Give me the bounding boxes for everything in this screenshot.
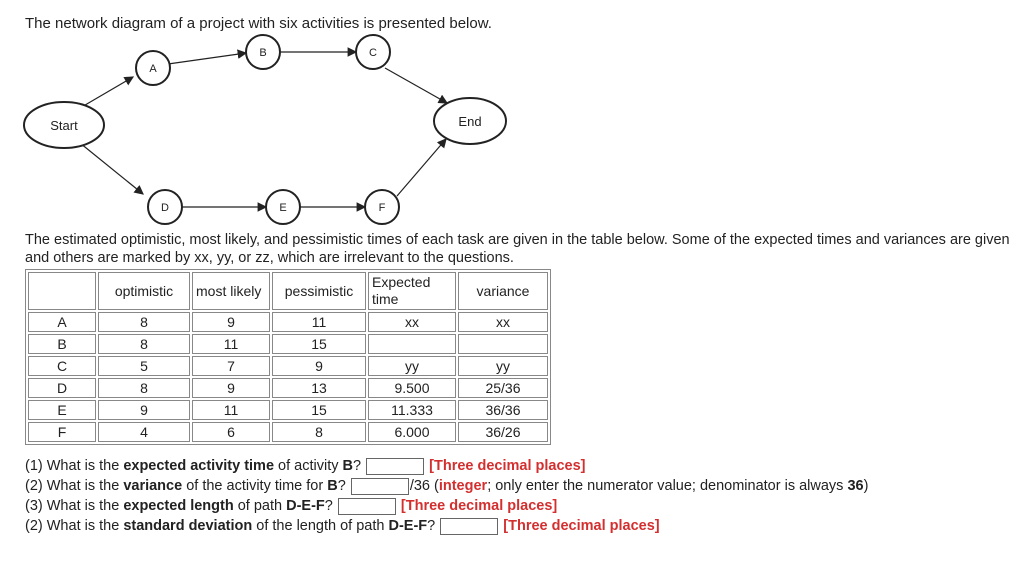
question-3: (3) What is the expected length of path D-E-F? [Three decimal places] — [25, 498, 558, 514]
table-cell: 36/26 — [458, 422, 548, 442]
table-row — [28, 334, 548, 354]
svg-text:B: B — [259, 47, 267, 59]
table-cell: yy — [458, 356, 548, 376]
edge-c-end — [385, 68, 447, 103]
table-row — [28, 400, 548, 420]
table-cell: 8 — [272, 422, 366, 442]
node-a — [136, 51, 170, 85]
table-cell: 13 — [272, 378, 366, 398]
node-d — [148, 190, 182, 224]
table-cell: 11 — [272, 312, 366, 332]
question-1: (1) What is the expected activity time of activity B? [Three decimal places] — [25, 458, 586, 474]
node-start — [24, 102, 104, 148]
answer-2-input[interactable] — [351, 478, 409, 495]
node-c — [356, 35, 390, 69]
table-cell — [458, 334, 548, 354]
answer-1-input[interactable] — [366, 458, 424, 475]
table-row — [28, 312, 548, 332]
intro-text: The network diagram of a project with six activities is presented below. — [25, 15, 492, 32]
table-cell: 11.333 — [368, 400, 456, 420]
question-4: (2) What is the standard deviation of the length of path D-E-F? [Three decimal places] — [25, 518, 660, 534]
table-cell: 15 — [272, 334, 366, 354]
table-cell: xx — [458, 312, 548, 332]
node-e — [266, 190, 300, 224]
estimates-table — [25, 269, 551, 445]
table-cell: 25/36 — [458, 378, 548, 398]
svg-text:Start: Start — [50, 118, 78, 133]
description-paragraph: The estimated optimistic, most likely, and pessimistic times of each task are given in the table below. Some of the expected times and variances are given and others are marked by xx, yy, or zz, which are irrelevant to the questions. — [25, 232, 1010, 266]
table-cell: 5 — [98, 356, 190, 376]
svg-text:E: E — [279, 202, 287, 214]
table-cell: A — [28, 312, 96, 332]
table-cell: 7 — [192, 356, 270, 376]
answer-4-input[interactable] — [440, 518, 498, 535]
edge-start-a — [80, 77, 133, 108]
table-cell: B — [28, 334, 96, 354]
svg-text:F: F — [378, 202, 386, 214]
table-cell: 8 — [98, 378, 190, 398]
network-diagram — [0, 0, 1024, 231]
table-cell: 6 — [192, 422, 270, 442]
table-cell: 9 — [192, 312, 270, 332]
table-row — [28, 422, 548, 442]
table-cell: 9 — [98, 400, 190, 420]
table-cell: 11 — [192, 334, 270, 354]
questions-block — [25, 456, 868, 536]
table-row — [28, 356, 548, 376]
table-cell: 15 — [272, 400, 366, 420]
hint-text: [Three decimal places] — [503, 518, 660, 534]
edge-start-d — [80, 143, 143, 194]
node-end — [434, 98, 506, 144]
table-cell: yy — [368, 356, 456, 376]
table-cell: 11 — [192, 400, 270, 420]
edge-f-end — [397, 139, 446, 196]
edge-a-b — [168, 53, 246, 64]
svg-text:End: End — [458, 114, 482, 129]
header-cell: Expected time — [368, 272, 456, 310]
node-b — [246, 35, 280, 69]
table-cell: F — [28, 422, 96, 442]
hint-text: [Three decimal places] — [429, 458, 586, 474]
table-cell: 8 — [98, 312, 190, 332]
svg-text:A: A — [149, 63, 157, 75]
svg-text:D: D — [161, 202, 169, 214]
header-cell: most likely — [192, 272, 270, 310]
hint-text: [Three decimal places] — [400, 498, 558, 514]
table-cell — [368, 334, 456, 354]
table-cell: 9.500 — [368, 378, 456, 398]
table-cell: 4 — [98, 422, 190, 442]
table-cell: C — [28, 356, 96, 376]
table-header-row — [28, 272, 548, 310]
header-cell — [28, 272, 96, 310]
table-cell: 36/36 — [458, 400, 548, 420]
node-f — [365, 190, 399, 224]
svg-text:C: C — [369, 47, 377, 59]
header-cell: variance — [458, 272, 548, 310]
table-cell: 8 — [98, 334, 190, 354]
table-row — [28, 378, 548, 398]
table-cell: D — [28, 378, 96, 398]
header-cell: pessimistic — [272, 272, 366, 310]
table-cell: 9 — [272, 356, 366, 376]
table-cell: xx — [368, 312, 456, 332]
question-2: (2) What is the variance of the activity time for B? /36 (integer; only enter the numerator value; denominator is always 36) — [25, 478, 869, 494]
answer-3-input[interactable] — [338, 498, 396, 515]
table-cell: E — [28, 400, 96, 420]
header-cell: optimistic — [98, 272, 190, 310]
table-cell: 9 — [192, 378, 270, 398]
table-cell: 6.000 — [368, 422, 456, 442]
